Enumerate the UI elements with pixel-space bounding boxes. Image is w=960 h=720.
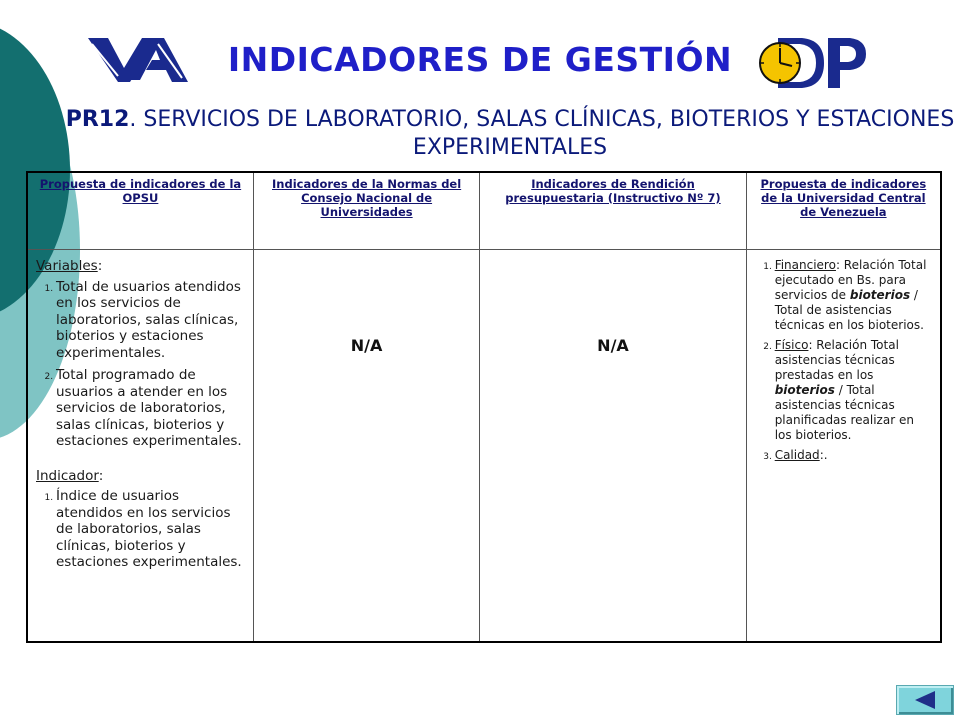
ucv-indicator-list [755,258,932,463]
list-item: 1. Financiero: Relación Total ejecutado en Bs. para servicios de bioterios / Total de asistencias técnicas en los bioterios. [775,258,932,333]
header-ucv: Propuesta de indicadores de la Universidad Central de Venezuela [746,172,941,250]
list-item: 2. Físico: Relación Total asistencias técnicas prestadas en los bioterios / Total asistencias técnicas planificadas realizar en los bioterios. [775,338,932,443]
page-title: INDICADORES DE GESTIÓN [227,40,733,79]
cell-ucv [746,250,941,643]
list-item: 1. Índice de usuarios atendidos en los servicios de laboratorios, salas clínicas, bioterios y estaciones experimentales. [56,488,245,571]
header-rendicion: Indicadores de Rendición presupuestaria (Instructivo Nº 7) [480,172,746,250]
left-triangle-icon [913,690,937,710]
list-item: 2. Total programado de usuarios a atender en los servicios de laboratorios, salas clínicas, bioterios y estaciones experimentales. [56,367,245,450]
table-row [27,250,941,643]
variables-heading: Variables: [36,258,103,274]
table-header-row [27,172,941,250]
cell-opsu [27,250,253,643]
indicador-list [36,488,245,571]
list-item: 3. Calidad:. [775,448,932,463]
variables-list [36,279,245,450]
cell-rendicion: N/A [480,250,746,643]
subtitle-text: . SERVICIOS DE LABORATORIO, SALAS CLÍNICAS, BIOTERIOS Y ESTACIONES EXPERIMENTALES [129,107,955,160]
header-opsu: Propuesta de indicadores de la OPSU [27,172,253,250]
header-cnu: Indicadores de la Normas del Consejo Nacional de Universidades [253,172,479,250]
subtitle-code: PR12 [65,107,130,132]
back-button[interactable] [896,685,954,715]
indicador-heading: Indicador: [36,467,104,484]
va-logo [88,34,192,84]
dp-logo [758,34,868,92]
cell-cnu: N/A [253,250,479,643]
page-subtitle [60,106,960,162]
indicators-table [26,171,942,643]
list-item: 1. Total de usuarios atendidos en los servicios de laboratorios, salas clínicas, bioterios y estaciones experimentales. [56,279,245,362]
